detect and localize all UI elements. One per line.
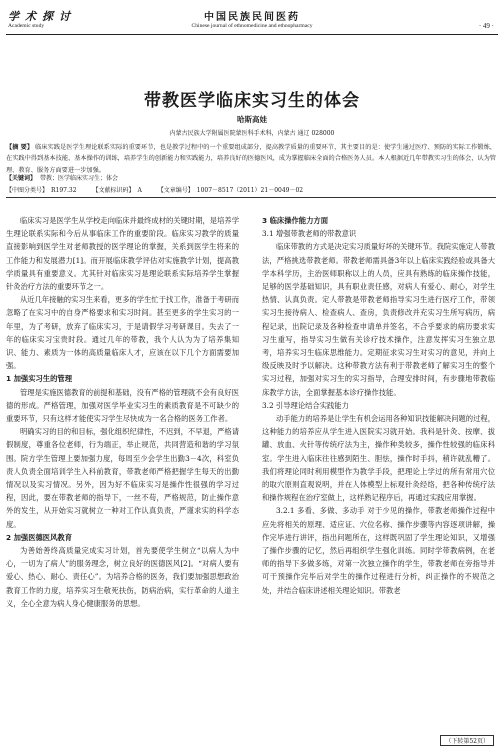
article-no-label: 【文章编号】 [157,187,194,194]
subsection-heading: 3.2 引导理论结合实践能力 [262,400,349,410]
paragraph: 管理是实施医德教育的前提和基础，没有严格的管理就不会有良好医德的形成。严格管理，加强对医学毕业实习生的素质教育是不可缺少的重要环节，只有这样才能使实习学生尽快成为一名合格的医务工作者。 [6,387,239,424]
article-no-value: 1007－8517（2011）21－0049－02 [196,187,304,194]
paragraph: 为善始善终高质量完成实习计划，首先要使学生树立“以病人为中心，一切为了病人”的服务理念，树立良好的医德医风[2]。“对病人要有爱心、热心、耐心、责任心”。为培养合格的医务，我们要加强思想政治教育工作的力度，培养实习生敬死扶伤，防病治病，实行革命的人道主义，全心全意为病人身心健康服务的思想。 [6,546,239,608]
doc-code-value: A [137,187,142,194]
abstract [6,142,496,176]
doc-code-label: 【文献标识码】 [92,187,135,194]
keywords-line [6,173,496,182]
page-number: · 49 · [478,22,494,30]
author-affiliation: 内蒙古民族大学附属医院蒙医科手术科，内蒙古 通辽 028000 [169,130,335,137]
abstract-text: 临床实践是医学生理论联系实际的重要环节，也是教学过程中的一个重要组成部分，提高教学质量的重要环节，其主要目的是：使学生通过医疗、预防的实际工作锻炼，在实践中得到基本技能、基本操作的训练，培养学生的创新能力和实践能力，培养良好的医德医风，成为掌握临床全面的合格医务人员。本人根据近几年带教实习生的体会，认为管理、教育、服务方面要进一步加强。 [6,144,497,174]
paragraph: 从近几年接触的实习生来看，更多的学生忙于找工作，准备于考研而忽略了在实习中的自身严格要求和实习时间。甚至更多的学生实习的一年里，为了考研，放弃了临床实习，于是请假学习考研课目。失去了一年的临床实习宝贵时段。通过几年的带教，我个人认为为了培养集知识、能力、素质为一体的高质量临床人才，应该在以下几个方面需要加强。 [6,295,239,371]
continued-note: （下转第52页） [440,735,494,746]
clc-label: 【中图分类号】 [6,187,49,194]
left-column [6,214,239,610]
paragraph: 3.2.1 多看、多做、多动手 对于少见的操作，带教老师操作过程中应先将相关的原理、适应证、穴位名称、操作步骤等内容逐项讲解，操作完毕进行讲评，指出问题所在，这样既巩固了学生理论知识，又增强了操作步骤的记忆，然后再组织学生强化训练。同时学带教病例，在老师的指导下多做多练，对第一次独立操作的学生，带教老师在旁指导并可干预操作完毕后对学生的操作过程进行分析，纠正操作的不规范之处，并结合临床讲述相关理论知识。带教老 [262,506,495,595]
keywords: 带教；医学临床实习生；体会 [40,175,119,182]
abstract-separator [6,197,496,198]
paragraph: 临床实习是医学生从学校走向临床并最终成材的关键时期，是培养学生理论联系实际和今后从事临床工作的重要阶段。临床实习教学的质量直接影响到医学生对老师教授的医学理论的掌握，关系到医学生将来的工作能力和发展潜力[1]。而开展临床教学评估对实施教学计划，提高教学质量具有重要意义。尤其针对临床实习是理论联系实际培养学生掌握针灸治疗方法的重要环节之一。 [6,216,239,292]
right-column [262,214,495,597]
section-heading: 1 加强实习生的管理 [6,374,72,384]
journal-name: 中国民族民间医药 [204,12,300,23]
abstract-label: 【摘 要】 [6,144,34,151]
article-author: 哈斯高娃 [237,115,267,124]
paragraph: 临床带教的方式是决定实习质量好坏的关键环节。我院实施定人带教法，严格挑选带教老师。带教老师需具备3年以上临床实践经验或具备大学本科学历，主治医师职称以上的人员，应具有熟练的临床操作技能，足够的医学基础知识，具有职业责任感，对病人有爱心、耐心，对学生热情、认真负责。定人带教是带教老师指导实习生进行医疗工作，带领实习生接待病人、检查病人、查房，负责修改并充实习生所写病历，病程记录，出院记录及各种检查申请单并签名，不合乎要求的病历要求实习生重写，指导实习生做有关诊疗技术操作，注意发挥实习生独立思考，培养实习生临床思维能力。定期征求实习生对实习的意见，并向上级反映及时予以解决。这种带教方法有利于带教老师了解实习生的整个实习过程，加强对实习生的实习指导，合理安排时间，有步骤地带教临床教学方法，全面掌握基本诊疗操作技能。 [262,242,495,397]
keywords-label: 【关键词】 [6,175,37,182]
section-heading: 3 临床操作能力方面 [262,216,328,225]
clc-value: R197.32 [51,187,77,194]
paragraph: 动手能力的培养是让学生有机会运用各种知识技能解决问题的过程，这种能力的培养应从学生进入医院实习就开始。我科是针灸、按摩、拔罐、放血、火针等传统疗法为主，操作种类较多，操作性较强的临床科室。学生进入临床往往感到陌生、胆怯，操作时手抖，稍许就乱糟了。我们将理论同时利用模型作为教学手段，把理论上学过的所有常用穴位的取穴原则直观说明，并在人体模型上标观针灸经络，把各种传统疗法和操作规程在治疗室做上，这样熟记程序后，再通过实践应用掌握。 [262,414,495,503]
classification-line [6,185,496,194]
journal-section-label-en: Academic study [8,23,45,29]
subsection-heading: 3.1 增强带教老师的带教意识 [262,229,357,239]
section-heading: 2 加强医德医风教育 [6,532,72,542]
paragraph: 明确实习的目的和目标，强化组织纪律性，不迟到，不早退，严格请假制度，尊重各位老师，行为端正，举止规范，共同营造和谐的学习氛围。院方学生管理上要加强力度，每周至少会学生出勤3－4次，科室负责人负责全面培训学生入科前教育，带教老师严格把握学生每天的出勤情况以及实习情况。另外，因为好不临床实习是操作性很强的学习过程，因此，要在带教老师的指导下，一丝不苟，严格规范，防止操作意外的发生，从开始实习就树立一种对工作认真负责，严谨求实的科学态度。 [6,427,239,529]
header-rule [6,34,498,35]
running-header [0,0,504,52]
article-title: 带教医学临床实习生的体会 [144,91,360,111]
journal-name-en: Chinese journal of ethnomedicine and ethnopharmacy [191,23,313,29]
journal-section-label: 学术探讨 [8,10,76,23]
